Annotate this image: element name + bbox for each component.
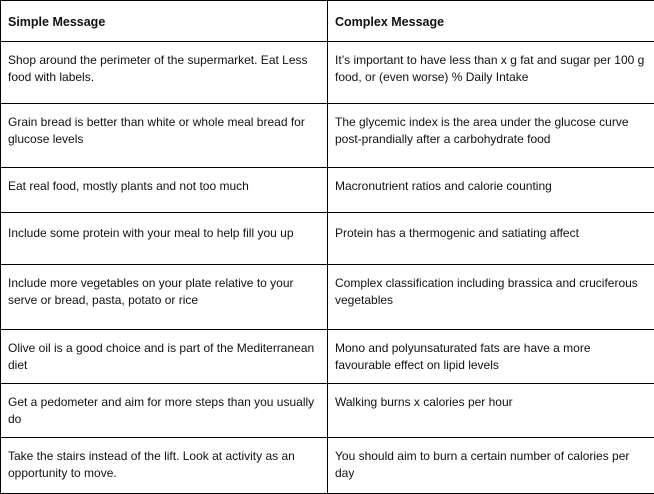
- simple-message-cell: Grain bread is better than white or whole meal bread for glucose levels: [1, 104, 328, 168]
- complex-message-cell: The glycemic index is the area under the glucose curve post-prandially after a carbohydrate food: [328, 104, 654, 168]
- table-row: [1, 384, 654, 438]
- simple-message-cell: Take the stairs instead of the lift. Look at activity as an opportunity to move.: [1, 438, 328, 494]
- table-row: [1, 213, 654, 265]
- complex-message-cell: Macronutrient ratios and calorie counting: [328, 168, 654, 213]
- simple-message-cell: Include some protein with your meal to help fill you up: [1, 213, 328, 265]
- table-row: [1, 330, 654, 384]
- header-complex-message: Complex Message: [328, 1, 654, 42]
- simple-message-cell: Include more vegetables on your plate relative to your serve or bread, pasta, potato or rice: [1, 265, 328, 330]
- complex-message-cell: It’s important to have less than x g fat and sugar per 100 g food, or (even worse) % Daily Intake: [328, 42, 654, 104]
- table-row: [1, 265, 654, 330]
- simple-message-cell: Shop around the perimeter of the supermarket. Eat Less food with labels.: [1, 42, 328, 104]
- table-row: [1, 168, 654, 213]
- simple-message-cell: Eat real food, mostly plants and not too much: [1, 168, 328, 213]
- simple-message-cell: Get a pedometer and aim for more steps than you usually do: [1, 384, 328, 438]
- table-row: [1, 438, 654, 494]
- header-row: [1, 1, 654, 42]
- complex-message-cell: Complex classification including brassica and cruciferous vegetables: [328, 265, 654, 330]
- complex-message-cell: You should aim to burn a certain number of calories per day: [328, 438, 654, 494]
- simple-message-cell: Olive oil is a good choice and is part of the Mediterranean diet: [1, 330, 328, 384]
- table-row: [1, 104, 654, 168]
- complex-message-cell: Protein has a thermogenic and satiating affect: [328, 213, 654, 265]
- table-row: [1, 42, 654, 104]
- complex-message-cell: Walking burns x calories per hour: [328, 384, 654, 438]
- complex-message-cell: Mono and polyunsaturated fats are have a more favourable effect on lipid levels: [328, 330, 654, 384]
- header-simple-message: Simple Message: [1, 1, 328, 42]
